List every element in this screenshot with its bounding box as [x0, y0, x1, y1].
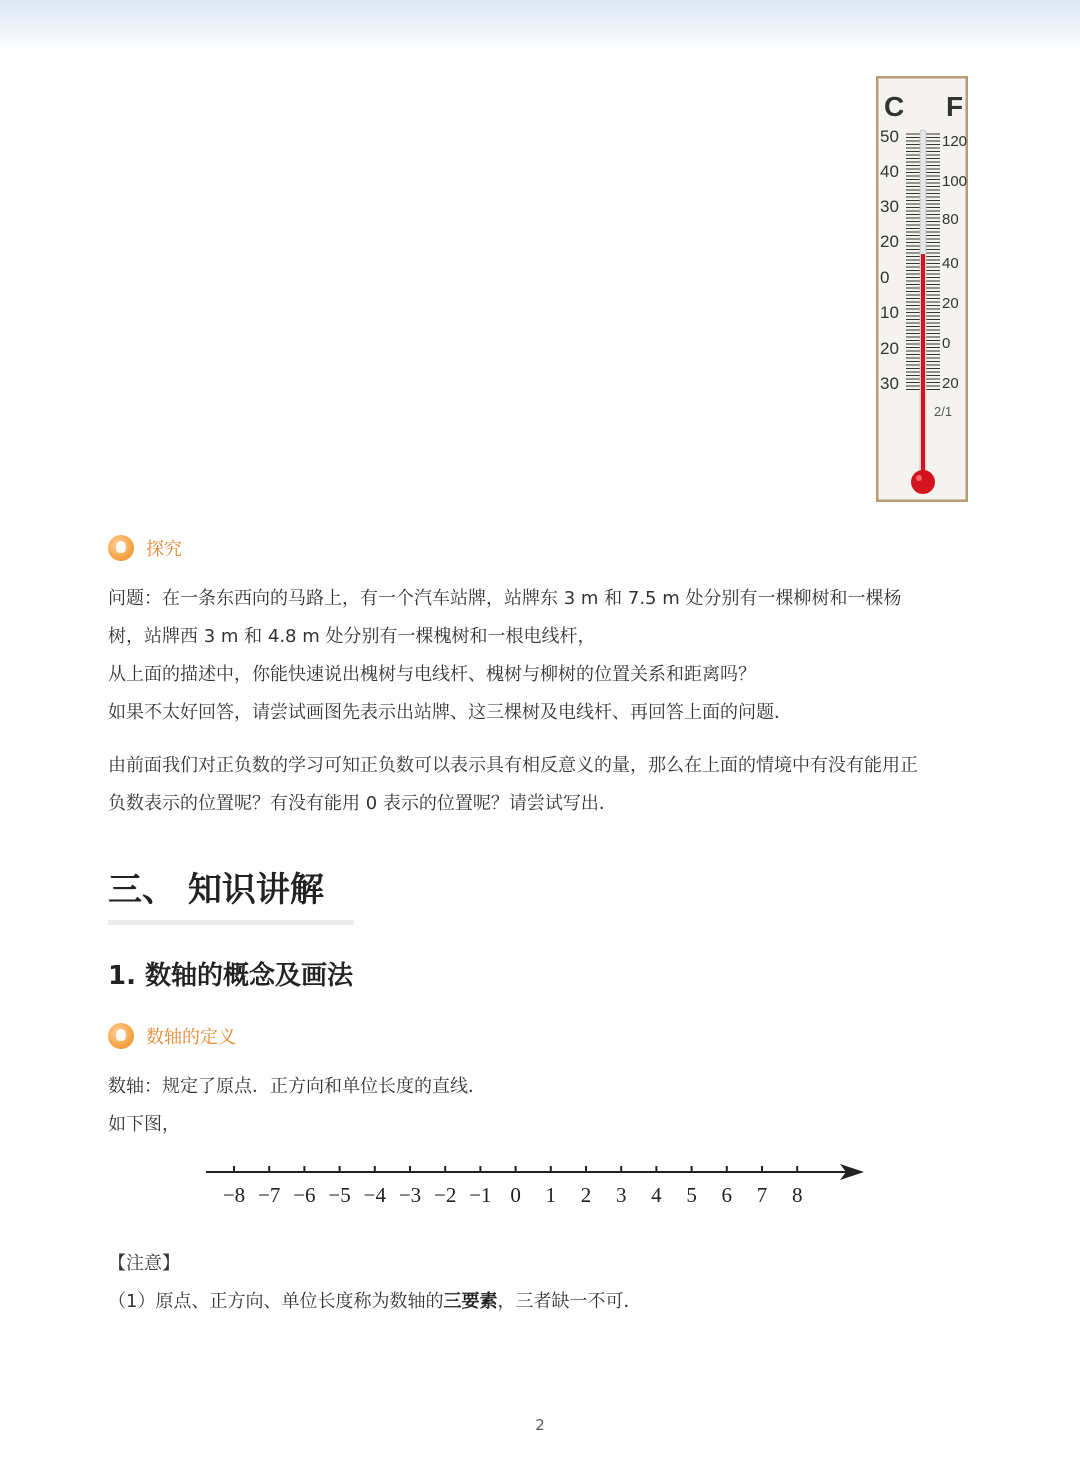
explore-line: 从上面的描述中，你能快速说出槐树与电线杆、槐树与柳树的位置关系和距离吗？: [108, 664, 756, 685]
fahrenheit-unit: F: [946, 91, 964, 122]
number-line-label: 8: [791, 1183, 803, 1207]
celsius-label: 20: [880, 339, 899, 358]
celsius-unit: C: [884, 91, 905, 122]
subsection-title: 1. 数轴的概念及画法: [108, 961, 354, 991]
celsius-label: 10: [880, 303, 899, 322]
number-line-label: −4: [363, 1183, 386, 1207]
celsius-label: 20: [880, 232, 899, 251]
fahrenheit-label: 20: [942, 375, 959, 392]
fraction-mark: 2/1: [934, 404, 953, 419]
number-line-label: 7: [756, 1183, 768, 1207]
number-line-label: 3: [615, 1183, 627, 1207]
thermometer-image: [876, 76, 968, 502]
number-line-label: −2: [434, 1183, 457, 1207]
explore-label: 探究: [146, 539, 182, 560]
number-line-label: −8: [222, 1183, 246, 1207]
explore-question: [108, 580, 978, 732]
number-line-label: −6: [293, 1183, 316, 1207]
intro-paragraph: [108, 747, 978, 823]
fahrenheit-label: 0: [942, 335, 951, 352]
fahrenheit-label: 20: [942, 295, 959, 312]
fahrenheit-label: 120: [942, 133, 968, 150]
note-text: （1）原点、正方向、单位长度称为数轴的: [108, 1291, 444, 1312]
note-block: [108, 1245, 978, 1321]
number-line-label: 2: [580, 1183, 592, 1207]
number-line-label: 5: [686, 1183, 697, 1207]
fahrenheit-label: 80: [942, 211, 959, 228]
celsius-label: 0: [880, 268, 890, 287]
definition-line: 如下图，: [108, 1114, 180, 1135]
number-line-label: 4: [651, 1183, 662, 1207]
page-number: 2: [535, 1416, 545, 1434]
celsius-label: 40: [880, 162, 899, 181]
intro-line: 负数表示的位置呢？有没有能用 0 表示的位置呢？请尝试写出．: [108, 793, 617, 814]
number-line-label: −7: [258, 1183, 281, 1207]
section-title: 三、 知识讲解: [108, 870, 324, 910]
lightbulb-icon: [108, 1023, 134, 1049]
definition-label: 数轴的定义: [146, 1027, 236, 1048]
number-line-label: 1: [545, 1183, 557, 1207]
intro-line: 由前面我们对正负数的学习可知正负数可以表示具有相反意义的量，那么在上面的情境中有没有能用正: [108, 755, 918, 776]
fahrenheit-label: 40: [942, 255, 959, 272]
lightbulb-icon: [108, 535, 134, 561]
explore-line: 问题：在一条东西向的马路上，有一个汽车站牌，站牌东 3 m 和 7.5 m 处分别有一棵柳树和一棵杨: [108, 588, 902, 609]
fahrenheit-label: 100: [942, 173, 968, 190]
number-line-label: −3: [398, 1183, 422, 1207]
section-underline: [108, 920, 354, 925]
number-line-label: −1: [469, 1183, 492, 1207]
definition-text: [108, 1068, 978, 1144]
explore-line: 树，站牌西 3 m 和 4.8 m 处分别有一棵槐树和一根电线杆，: [108, 626, 596, 647]
number-line-label: −5: [328, 1183, 351, 1207]
celsius-label: 50: [880, 127, 899, 146]
note-item-1: [108, 1283, 978, 1321]
number-line-figure: [200, 1158, 880, 1222]
mercury-column: [921, 254, 925, 484]
explore-line: 如果不太好回答，请尝试画图先表示出站牌、这三棵树及电线杆、再回答上面的问题．: [108, 702, 792, 723]
definition-line: 数轴：规定了原点．正方向和单位长度的直线．: [108, 1076, 486, 1097]
note-text: ，三者缺一不可．: [497, 1291, 642, 1312]
number-line-label: 6: [721, 1183, 733, 1207]
explore-tip: [108, 535, 182, 561]
mercury-bulb: [911, 470, 935, 494]
celsius-label: 30: [880, 197, 899, 216]
number-line-label: 0: [510, 1183, 521, 1207]
top-banner: [0, 0, 1080, 50]
celsius-label: 30: [880, 374, 899, 393]
note-bold-term: 三要素: [443, 1291, 498, 1312]
note-title: 【注意】: [108, 1253, 180, 1274]
definition-tip: [108, 1023, 236, 1049]
